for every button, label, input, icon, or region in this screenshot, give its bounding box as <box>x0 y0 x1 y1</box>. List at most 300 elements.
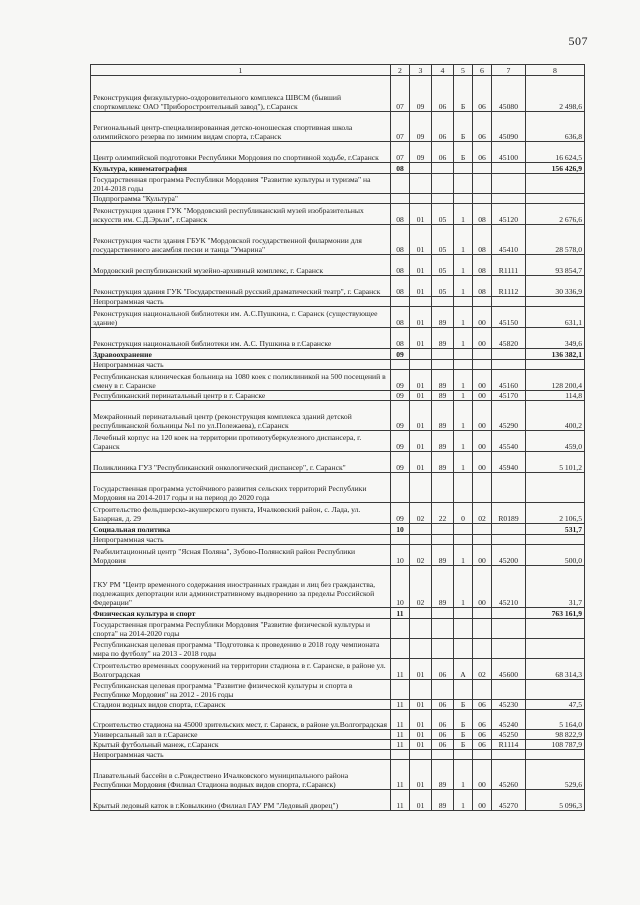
subsection-code-cell: 01 <box>410 700 432 710</box>
event-code-cell: 06 <box>473 710 492 730</box>
event-code-cell: 00 <box>473 401 492 431</box>
row-name-cell: Строительство стадиона на 45000 зрительских мест, г. Саранск, в районе ул.Волгоградская <box>91 710 391 730</box>
row-name-cell: Реконструкция национальной библиотеки им. А.С.Пушкина, г. Саранск (существующее здание) <box>91 307 391 328</box>
section-code-cell: 09 <box>391 431 410 452</box>
direction-code-cell: 45160 <box>492 370 526 391</box>
table-body <box>91 76 585 811</box>
direction-code-cell: 45230 <box>492 700 526 710</box>
row-name-cell: Республиканская клиническая больница на 1080 коек с поликлиникой на 500 посещений в смену в г. Саранске <box>91 370 391 391</box>
row-name-cell: Республиканская целевая программа "Развитие физической культуры и спорта в Республике Мордовия" на 2012 - 2016 годы <box>91 680 391 700</box>
subsection-code-cell: 01 <box>410 328 432 349</box>
amount-cell <box>526 750 585 760</box>
row-name-cell: Межрайонный перинатальный центр (реконструкция комплекса зданий детской республиканской больницы №1 по ул.Полежаева), г.Саранск <box>91 401 391 431</box>
event-code-cell: 00 <box>473 391 492 401</box>
event-code-cell: 00 <box>473 452 492 473</box>
row-name-cell: Здравоохранение <box>91 349 391 360</box>
subsection-code-cell <box>410 639 432 659</box>
row-name-cell: Непрограммная часть <box>91 750 391 760</box>
table-row <box>91 276 585 297</box>
table-row <box>91 639 585 659</box>
subprogram-code-cell: 1 <box>454 790 473 811</box>
event-code-cell <box>473 750 492 760</box>
section-code-cell <box>391 680 410 700</box>
direction-code-cell <box>492 608 526 619</box>
subsection-code-cell: 01 <box>410 431 432 452</box>
section-code-cell: 08 <box>391 276 410 297</box>
section-code-cell: 11 <box>391 730 410 740</box>
program-code-cell <box>432 608 454 619</box>
table-row <box>91 370 585 391</box>
subprogram-code-cell: 1 <box>454 391 473 401</box>
subprogram-code-cell <box>454 194 473 204</box>
direction-code-cell: R0189 <box>492 503 526 524</box>
subsection-code-cell: 09 <box>410 76 432 112</box>
amount-cell: 136 382,1 <box>526 349 585 360</box>
section-code-cell: 10 <box>391 566 410 608</box>
amount-cell: 349,6 <box>526 328 585 349</box>
section-code-cell: 10 <box>391 524 410 535</box>
direction-code-cell: 45090 <box>492 112 526 142</box>
amount-cell <box>526 174 585 194</box>
table-row <box>91 608 585 619</box>
program-code-cell: 89 <box>432 307 454 328</box>
direction-code-cell: 45940 <box>492 452 526 473</box>
table-row <box>91 349 585 360</box>
table-row <box>91 750 585 760</box>
amount-cell: 5 096,3 <box>526 790 585 811</box>
section-code-cell: 08 <box>391 307 410 328</box>
subsection-code-cell: 01 <box>410 452 432 473</box>
event-code-cell <box>473 194 492 204</box>
table-row <box>91 76 585 112</box>
subprogram-code-cell: 1 <box>454 545 473 566</box>
subprogram-code-cell: 1 <box>454 452 473 473</box>
direction-code-cell <box>492 297 526 307</box>
subsection-code-cell: 01 <box>410 790 432 811</box>
direction-code-cell: 45410 <box>492 225 526 255</box>
event-code-cell: 02 <box>473 503 492 524</box>
row-name-cell: Строительство временных сооружений на территории стадиона в г. Саранске, в районе ул. Волгоградская <box>91 659 391 680</box>
table-row <box>91 545 585 566</box>
section-code-cell: 08 <box>391 163 410 174</box>
program-code-cell: 89 <box>432 545 454 566</box>
row-name-cell: Республиканский перинатальный центр в г. Саранске <box>91 391 391 401</box>
event-code-cell: 00 <box>473 790 492 811</box>
subprogram-code-cell: Б <box>454 112 473 142</box>
program-code-cell: 06 <box>432 659 454 680</box>
program-code-cell: 05 <box>432 255 454 276</box>
event-code-cell: 06 <box>473 730 492 740</box>
table-row <box>91 255 585 276</box>
program-code-cell: 06 <box>432 76 454 112</box>
event-code-cell: 08 <box>473 276 492 297</box>
col-header-1: 1 <box>91 65 391 76</box>
subsection-code-cell: 01 <box>410 740 432 750</box>
amount-cell: 31,7 <box>526 566 585 608</box>
amount-cell: 30 336,9 <box>526 276 585 297</box>
subprogram-code-cell: Б <box>454 76 473 112</box>
event-code-cell <box>473 360 492 370</box>
program-code-cell <box>432 524 454 535</box>
subprogram-code-cell: 1 <box>454 276 473 297</box>
direction-code-cell: 45150 <box>492 307 526 328</box>
table-row <box>91 566 585 608</box>
table-row <box>91 174 585 194</box>
program-code-cell: 06 <box>432 730 454 740</box>
row-name-cell: ГКУ РМ "Центр временного содержания иностранных граждан и лиц без гражданства, подлежащих депортации или административному выдворению за пределы Российской Федерации" <box>91 566 391 608</box>
program-code-cell <box>432 473 454 503</box>
amount-cell: 2 676,6 <box>526 204 585 225</box>
section-code-cell: 09 <box>391 349 410 360</box>
row-name-cell: Непрограммная часть <box>91 535 391 545</box>
program-code-cell <box>432 163 454 174</box>
program-code-cell: 89 <box>432 431 454 452</box>
program-code-cell <box>432 360 454 370</box>
subprogram-code-cell <box>454 163 473 174</box>
table-row <box>91 730 585 740</box>
subprogram-code-cell: Б <box>454 142 473 163</box>
program-code-cell: 89 <box>432 760 454 790</box>
subprogram-code-cell: 1 <box>454 328 473 349</box>
program-code-cell: 05 <box>432 276 454 297</box>
section-code-cell <box>391 639 410 659</box>
amount-cell <box>526 297 585 307</box>
table-row <box>91 204 585 225</box>
program-code-cell: 06 <box>432 142 454 163</box>
section-code-cell: 07 <box>391 112 410 142</box>
row-name-cell: Региональный центр-специализированная детско-юношеская спортивная школа олимпийского резерва по зимним видам спорта, г.Саранск <box>91 112 391 142</box>
subsection-code-cell: 02 <box>410 566 432 608</box>
table-row <box>91 535 585 545</box>
table-header-row <box>91 65 585 76</box>
direction-code-cell <box>492 194 526 204</box>
table-row <box>91 225 585 255</box>
amount-cell <box>526 535 585 545</box>
subprogram-code-cell <box>454 608 473 619</box>
section-code-cell: 08 <box>391 204 410 225</box>
section-code-cell: 11 <box>391 710 410 730</box>
event-code-cell: 00 <box>473 307 492 328</box>
table-row <box>91 790 585 811</box>
row-name-cell: Строительство фельдшерско-акушерского пункта, Ичалковский район, с. Лада, ул. Базарная, д. 29 <box>91 503 391 524</box>
table-row <box>91 680 585 700</box>
section-code-cell: 11 <box>391 790 410 811</box>
subsection-code-cell: 01 <box>410 225 432 255</box>
subprogram-code-cell <box>454 680 473 700</box>
row-name-cell: Реабилитационный центр "Ясная Поляна", Зубово-Полянский район Республики Мордовия <box>91 545 391 566</box>
direction-code-cell <box>492 535 526 545</box>
direction-code-cell: 45200 <box>492 545 526 566</box>
table-row <box>91 112 585 142</box>
event-code-cell: 00 <box>473 328 492 349</box>
row-name-cell: Государственная программа устойчивого развития сельских территорий Республики Мордовия на 2014-2017 годы и на период до 2020 года <box>91 473 391 503</box>
subprogram-code-cell: 1 <box>454 566 473 608</box>
program-code-cell <box>432 619 454 639</box>
section-code-cell: 11 <box>391 608 410 619</box>
subsection-code-cell <box>410 297 432 307</box>
direction-code-cell: 45080 <box>492 76 526 112</box>
section-code-cell: 11 <box>391 760 410 790</box>
amount-cell: 128 200,4 <box>526 370 585 391</box>
row-name-cell: Центр олимпийской подготовки Республики Мордовия по спортивной ходьбе, г.Саранск <box>91 142 391 163</box>
direction-code-cell <box>492 174 526 194</box>
event-code-cell: 06 <box>473 740 492 750</box>
section-code-cell: 11 <box>391 659 410 680</box>
table-row <box>91 297 585 307</box>
subsection-code-cell <box>410 535 432 545</box>
section-code-cell <box>391 619 410 639</box>
event-code-cell: 00 <box>473 760 492 790</box>
program-code-cell <box>432 174 454 194</box>
program-code-cell <box>432 297 454 307</box>
program-code-cell: 05 <box>432 204 454 225</box>
direction-code-cell: 45210 <box>492 566 526 608</box>
subsection-code-cell: 01 <box>410 307 432 328</box>
event-code-cell <box>473 619 492 639</box>
direction-code-cell <box>492 473 526 503</box>
subsection-code-cell: 01 <box>410 659 432 680</box>
event-code-cell: 00 <box>473 370 492 391</box>
event-code-cell <box>473 535 492 545</box>
amount-cell: 47,5 <box>526 700 585 710</box>
amount-cell: 68 314,3 <box>526 659 585 680</box>
subprogram-code-cell: 0 <box>454 503 473 524</box>
subprogram-code-cell <box>454 524 473 535</box>
table-row <box>91 452 585 473</box>
direction-code-cell <box>492 619 526 639</box>
program-code-cell: 89 <box>432 328 454 349</box>
row-name-cell: Подпрограмма "Культура" <box>91 194 391 204</box>
subsection-code-cell <box>410 750 432 760</box>
amount-cell: 631,1 <box>526 307 585 328</box>
section-code-cell: 08 <box>391 255 410 276</box>
amount-cell: 108 787,9 <box>526 740 585 750</box>
row-name-cell: Реконструкция части здания ГБУК "Мордовской государственной филармонии для государственного ансамбля песни и танца "Умарина" <box>91 225 391 255</box>
direction-code-cell <box>492 750 526 760</box>
section-code-cell: 09 <box>391 401 410 431</box>
subsection-code-cell <box>410 473 432 503</box>
event-code-cell: 06 <box>473 700 492 710</box>
program-code-cell <box>432 194 454 204</box>
row-name-cell: Реконструкция здания ГУК "Мордовский республиканский музей изобразительных искусств им. С.Д.Эрьзи", г.Саранск <box>91 204 391 225</box>
subsection-code-cell: 01 <box>410 760 432 790</box>
amount-cell: 400,2 <box>526 401 585 431</box>
table-row <box>91 194 585 204</box>
subsection-code-cell: 01 <box>410 276 432 297</box>
section-code-cell: 11 <box>391 740 410 750</box>
program-code-cell <box>432 750 454 760</box>
table-row <box>91 524 585 535</box>
subprogram-code-cell <box>454 619 473 639</box>
table-row <box>91 328 585 349</box>
subprogram-code-cell <box>454 349 473 360</box>
row-name-cell: Универсальный зал в г.Саранске <box>91 730 391 740</box>
event-code-cell <box>473 174 492 194</box>
amount-cell: 16 624,5 <box>526 142 585 163</box>
row-name-cell: Лечебный корпус на 120 коек на территории противотуберкулезного диспансера, г. Саранск <box>91 431 391 452</box>
subsection-code-cell <box>410 174 432 194</box>
amount-cell: 529,6 <box>526 760 585 790</box>
subsection-code-cell: 01 <box>410 730 432 740</box>
program-code-cell: 89 <box>432 566 454 608</box>
event-code-cell: 08 <box>473 255 492 276</box>
direction-code-cell <box>492 163 526 174</box>
program-code-cell: 89 <box>432 401 454 431</box>
subprogram-code-cell: Б <box>454 710 473 730</box>
amount-cell: 156 426,9 <box>526 163 585 174</box>
subprogram-code-cell <box>454 360 473 370</box>
subprogram-code-cell: 1 <box>454 255 473 276</box>
event-code-cell: 00 <box>473 431 492 452</box>
program-code-cell: 06 <box>432 740 454 750</box>
amount-cell: 2 106,5 <box>526 503 585 524</box>
direction-code-cell: R1114 <box>492 740 526 750</box>
section-code-cell: 09 <box>391 503 410 524</box>
section-code-cell <box>391 360 410 370</box>
amount-cell: 98 822,9 <box>526 730 585 740</box>
row-name-cell: Государственная программа Республики Мордовия "Развитие культуры и туризма" на 2014-2018 годы <box>91 174 391 194</box>
table-row <box>91 431 585 452</box>
section-code-cell: 09 <box>391 370 410 391</box>
table-row <box>91 619 585 639</box>
row-name-cell: Реконструкция национальной библиотеки им. А.С. Пушкина в г.Саранске <box>91 328 391 349</box>
direction-code-cell <box>492 524 526 535</box>
direction-code-cell: 45260 <box>492 760 526 790</box>
direction-code-cell: 45100 <box>492 142 526 163</box>
col-header-6: 6 <box>473 65 492 76</box>
event-code-cell: 02 <box>473 659 492 680</box>
event-code-cell: 00 <box>473 566 492 608</box>
event-code-cell <box>473 349 492 360</box>
row-name-cell: Плавательный бассейн в с.Рождествено Ичалковского муниципального района Республики Мордовия (Филиал Стадиона водных видов спорта, г.Саранск) <box>91 760 391 790</box>
subsection-code-cell <box>410 163 432 174</box>
subprogram-code-cell: 1 <box>454 225 473 255</box>
event-code-cell: 08 <box>473 225 492 255</box>
section-code-cell <box>391 194 410 204</box>
subsection-code-cell <box>410 349 432 360</box>
section-code-cell: 09 <box>391 391 410 401</box>
subsection-code-cell: 01 <box>410 710 432 730</box>
row-name-cell: Культура, кинематография <box>91 163 391 174</box>
row-name-cell: Мордовский республиканский музейно-архивный комплекс, г. Саранск <box>91 255 391 276</box>
amount-cell: 5 101,2 <box>526 452 585 473</box>
col-header-5: 5 <box>454 65 473 76</box>
section-code-cell: 09 <box>391 452 410 473</box>
subprogram-code-cell <box>454 750 473 760</box>
table-row <box>91 503 585 524</box>
event-code-cell <box>473 163 492 174</box>
direction-code-cell: 45820 <box>492 328 526 349</box>
subprogram-code-cell <box>454 639 473 659</box>
event-code-cell <box>473 297 492 307</box>
section-code-cell: 08 <box>391 328 410 349</box>
col-header-7: 7 <box>492 65 526 76</box>
table-row <box>91 391 585 401</box>
program-code-cell: 89 <box>432 790 454 811</box>
program-code-cell: 89 <box>432 370 454 391</box>
section-code-cell <box>391 174 410 194</box>
subprogram-code-cell: Б <box>454 700 473 710</box>
direction-code-cell: R1112 <box>492 276 526 297</box>
subprogram-code-cell: Б <box>454 740 473 750</box>
subprogram-code-cell: 1 <box>454 370 473 391</box>
direction-code-cell: 45540 <box>492 431 526 452</box>
section-code-cell: 07 <box>391 76 410 112</box>
subsection-code-cell: 01 <box>410 255 432 276</box>
table-row <box>91 142 585 163</box>
row-name-cell: Непрограммная часть <box>91 360 391 370</box>
table-row <box>91 360 585 370</box>
direction-code-cell: 45290 <box>492 401 526 431</box>
event-code-cell <box>473 608 492 619</box>
direction-code-cell <box>492 349 526 360</box>
amount-cell: 28 578,0 <box>526 225 585 255</box>
amount-cell: 500,0 <box>526 545 585 566</box>
section-code-cell <box>391 535 410 545</box>
col-header-4: 4 <box>432 65 454 76</box>
subprogram-code-cell: 1 <box>454 760 473 790</box>
amount-cell <box>526 194 585 204</box>
program-code-cell <box>432 680 454 700</box>
program-code-cell: 05 <box>432 225 454 255</box>
subsection-code-cell: 09 <box>410 112 432 142</box>
subsection-code-cell <box>410 680 432 700</box>
event-code-cell: 06 <box>473 142 492 163</box>
program-code-cell <box>432 639 454 659</box>
row-name-cell: Реконструкция здания ГУК "Государственный русский драматический театр", г. Саранск <box>91 276 391 297</box>
page-number: 507 <box>568 34 588 48</box>
table-row <box>91 700 585 710</box>
subprogram-code-cell <box>454 473 473 503</box>
col-header-3: 3 <box>410 65 432 76</box>
subsection-code-cell: 02 <box>410 545 432 566</box>
direction-code-cell <box>492 680 526 700</box>
table-row <box>91 307 585 328</box>
subprogram-code-cell: 1 <box>454 401 473 431</box>
program-code-cell: 06 <box>432 112 454 142</box>
event-code-cell: 06 <box>473 112 492 142</box>
table-row <box>91 163 585 174</box>
subprogram-code-cell: 1 <box>454 431 473 452</box>
row-name-cell: Республиканская целевая программа "Подготовка к проведению в 2018 году чемпионата мира по футболу" на 2013 - 2018 годы <box>91 639 391 659</box>
section-code-cell: 10 <box>391 545 410 566</box>
program-code-cell <box>432 349 454 360</box>
amount-cell <box>526 639 585 659</box>
subsection-code-cell: 01 <box>410 204 432 225</box>
subprogram-code-cell <box>454 174 473 194</box>
row-name-cell: Непрограммная часть <box>91 297 391 307</box>
subsection-code-cell: 02 <box>410 503 432 524</box>
subprogram-code-cell: 1 <box>454 307 473 328</box>
section-code-cell <box>391 473 410 503</box>
event-code-cell <box>473 639 492 659</box>
program-code-cell <box>432 535 454 545</box>
event-code-cell <box>473 524 492 535</box>
section-code-cell <box>391 750 410 760</box>
event-code-cell: 08 <box>473 204 492 225</box>
program-code-cell: 06 <box>432 700 454 710</box>
subprogram-code-cell <box>454 535 473 545</box>
amount-cell: 459,0 <box>526 431 585 452</box>
row-name-cell: Крытый футбольный манеж, г.Саранск <box>91 740 391 750</box>
event-code-cell <box>473 473 492 503</box>
direction-code-cell <box>492 639 526 659</box>
subsection-code-cell: 01 <box>410 370 432 391</box>
amount-cell: 93 854,7 <box>526 255 585 276</box>
amount-cell <box>526 619 585 639</box>
program-code-cell: 89 <box>432 452 454 473</box>
subprogram-code-cell <box>454 297 473 307</box>
